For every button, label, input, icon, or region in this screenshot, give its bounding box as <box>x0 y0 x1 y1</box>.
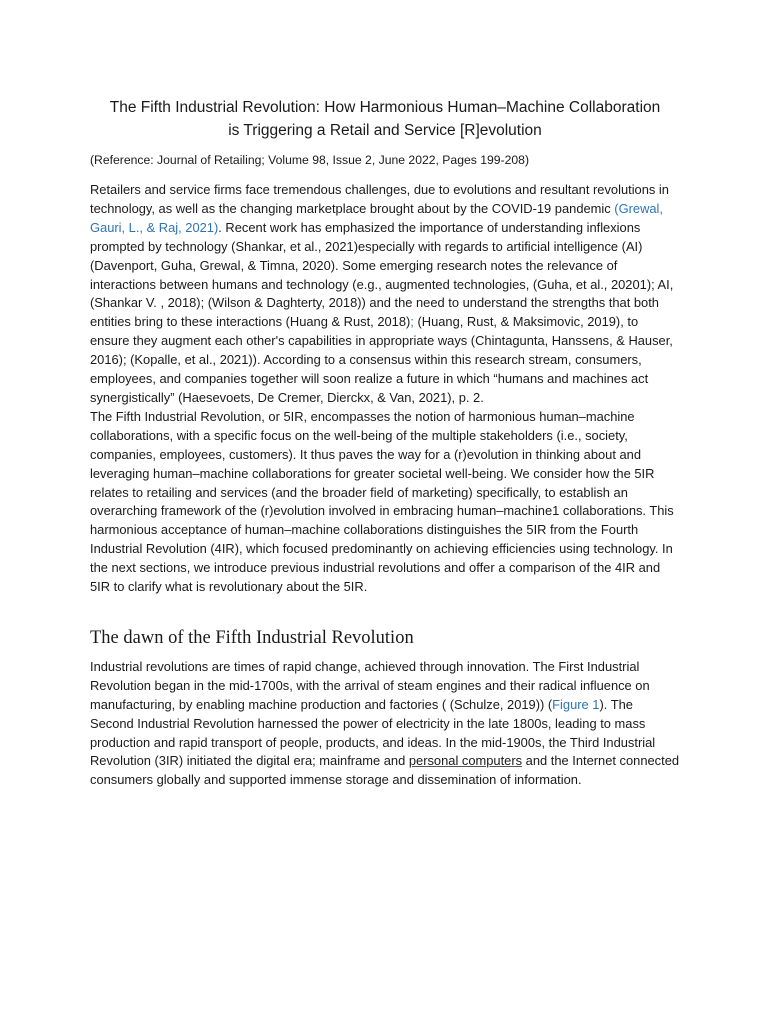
figure-1-link[interactable]: Figure 1 <box>552 696 600 712</box>
paragraph-dawn <box>90 658 680 790</box>
title-line-2: is Triggering a Retail and Service [R]evolution <box>228 122 542 139</box>
document-page <box>90 96 680 790</box>
paragraph-intro <box>90 181 680 408</box>
citation-semicolon-link[interactable]: ; <box>410 314 414 330</box>
paragraph-intro-text-c: (Huang, Rust, & Maksimovic, 2019), to ensure they augment each other's capabilities in appropriate ways (Chintagunta, Hanssens, & Hauser, 2016); (Kopalle, et al., 2021)). According to a consensus within this research stream, consumers, employees, and companies together will soon realize a future in which “humans and machines act synergistically” (Haesevoets, De Cremer, Dierckx, & Van, 2021), p. 2. <box>90 314 673 405</box>
document-title <box>80 96 690 142</box>
citation-link-grewal[interactable]: (Grewal, Gauri, L., & Raj, 2021) <box>90 200 664 235</box>
title-line-1: The Fifth Industrial Revolution: How Harmonious Human–Machine Collaboration <box>109 99 661 116</box>
section-heading: The dawn of the Fifth Industrial Revolution <box>90 627 414 648</box>
paragraph-intro-text-b: . Recent work has emphasized the importance of understanding inflexions prompted by technology (Shankar, et al., 2021)especially with regards to artificial intelligence (AI) (Davenport, Guha, Grewal, & Timna, 2020). Some emerging research notes the relevance of interactions between humans and technology (e.g., augmented technologies, (Guha, et al., 20201); AI, (Shankar V. , 2018); (Wilson & Daghterty, 2018)) and the need to understand the strengths that both entities bring to these interactions (Huang & Rust, 2018) <box>90 219 674 330</box>
paragraph-dawn-text-c: and the Internet connected consumers globally and supported immense storage and dissemination of information. <box>90 753 680 788</box>
paragraph-dawn-text-b: ). The Second Industrial Revolution harnessed the power of electricity in the late 1800s, leading to mass production and rapid transport of people, products, and ideas. In the mid-1900s, the Third Industrial Revolution (3IR) initiated the digital era; mainframe and <box>90 696 656 769</box>
paragraph-dawn-text-a: Industrial revolutions are times of rapid change, achieved through innovation. The First Industrial Revolution began in the mid-1700s, with the arrival of steam engines and their radical influence on manufacturing, by enabling machine production and factories ( (Schulze, 2019)) ( <box>90 658 650 712</box>
personal-computers-link[interactable]: personal computers <box>408 753 523 769</box>
reference-line: (Reference: Journal of Retailing; Volume 98, Issue 2, June 2022, Pages 199-208) <box>90 153 530 167</box>
paragraph-intro-text-a: Retailers and service firms face tremendous challenges, due to evolutions and resultant revolutions in technology, as well as the changing marketplace brought about by the COVID-19 pandemic <box>90 182 669 216</box>
paragraph-5ir: The Fifth Industrial Revolution, or 5IR, encompasses the notion of harmonious human–machine collaborations, with a specific focus on the well-being of the multiple stakeholders (i.e., society, companies, employees, customers). It thus paves the way for a (r)evolution in thinking about and leveraging human–machine collaborations for greater societal well-being. We consider how the 5IR relates to retailing and services (and the broader field of marketing) specifically, to establish an overarching framework of the (r)evolution involved in embracing human–machine1 collaborations. This harmonious acceptance of human–machine collaborations distinguishes the 5IR from the Fourth Industrial Revolution (4IR), which focused predominantly on achieving efficiencies using technology. In the next sections, we introduce previous industrial revolutions and offer a comparison of the 4IR and 5IR to clarify what is revolutionary about the 5IR. <box>90 408 674 595</box>
